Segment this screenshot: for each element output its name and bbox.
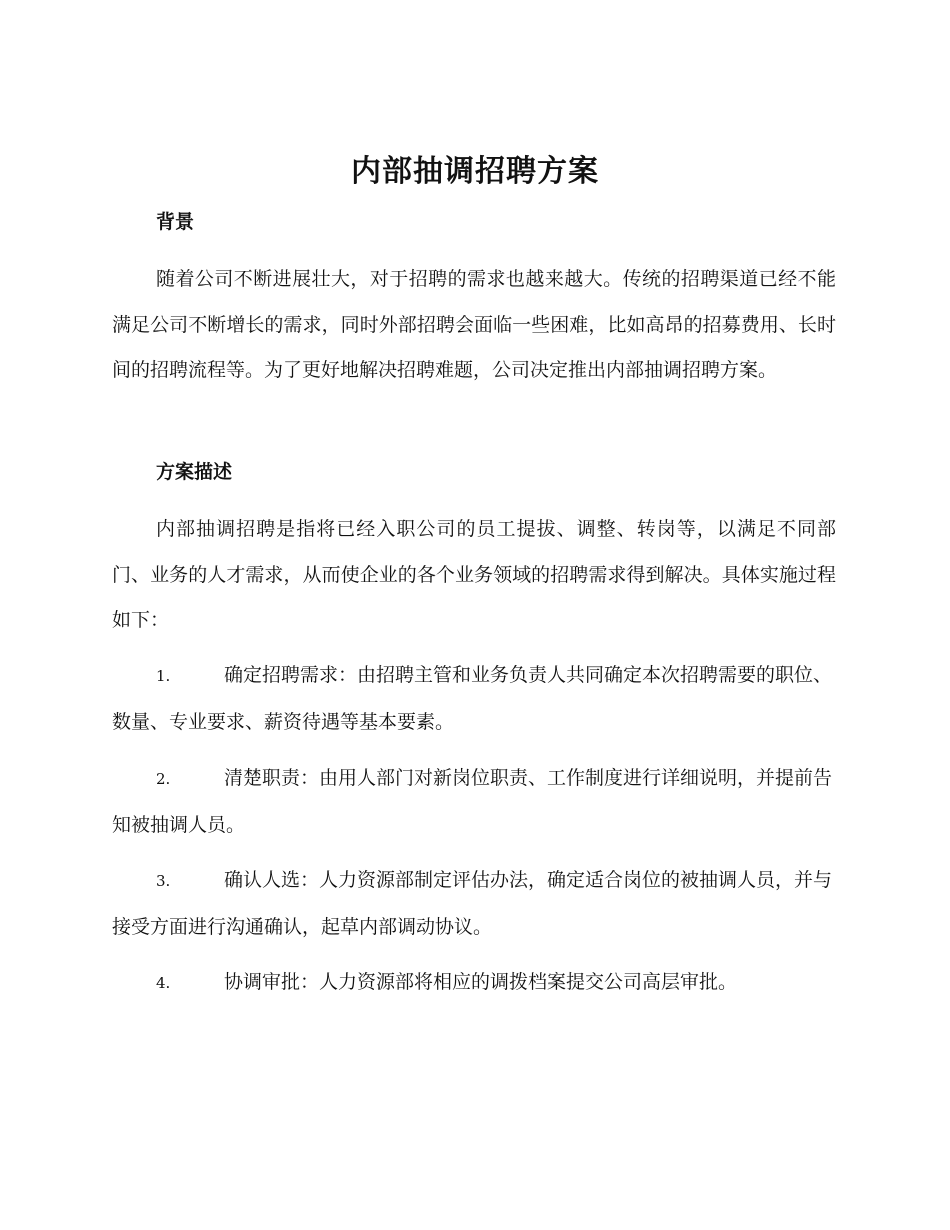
step-item-4	[112, 960, 836, 1007]
step-number: 1.	[156, 667, 171, 685]
background-paragraph: 随着公司不断进展壮大，对于招聘的需求也越来越大。传统的招聘渠道已经不能满足公司不断增长的需求，同时外部招聘会面临一些困难，比如高昂的招募费用、长时间的招聘流程等。为了更好地解决招聘难题，公司决定推出内部抽调招聘方案。	[112, 268, 836, 381]
step-item-1	[112, 653, 836, 745]
step-number: 4.	[156, 974, 171, 992]
description-paragraph: 内部抽调招聘是指将已经入职公司的员工提拔、调整、转岗等，以满足不同部门、业务的人才需求，从而使企业的各个业务领域的招聘需求得到解决。具体实施过程如下：	[112, 518, 836, 631]
section-heading-description: 方案描述	[156, 461, 233, 483]
step-number: 2.	[156, 770, 171, 788]
step-number: 3.	[156, 872, 171, 890]
page-title: 内部抽调招聘方案	[351, 154, 599, 189]
step-text: 清楚职责：由用人部门对新岗位职责、工作制度进行详细说明，并提前告知被抽调人员。	[112, 767, 833, 836]
step-item-2	[112, 756, 836, 848]
step-text: 确定招聘需求：由招聘主管和业务负责人共同确定本次招聘需要的职位、数量、专业要求、薪资待遇等基本要素。	[112, 664, 833, 733]
step-text: 协调审批：人力资源部将相应的调拨档案提交公司高层审批。	[224, 971, 738, 993]
section-heading-background: 背景	[156, 211, 195, 233]
step-text: 确认人选：人力资源部制定评估办法，确定适合岗位的被抽调人员，并与接受方面进行沟通确认，起草内部调动协议。	[112, 869, 833, 938]
step-item-3	[112, 858, 836, 950]
